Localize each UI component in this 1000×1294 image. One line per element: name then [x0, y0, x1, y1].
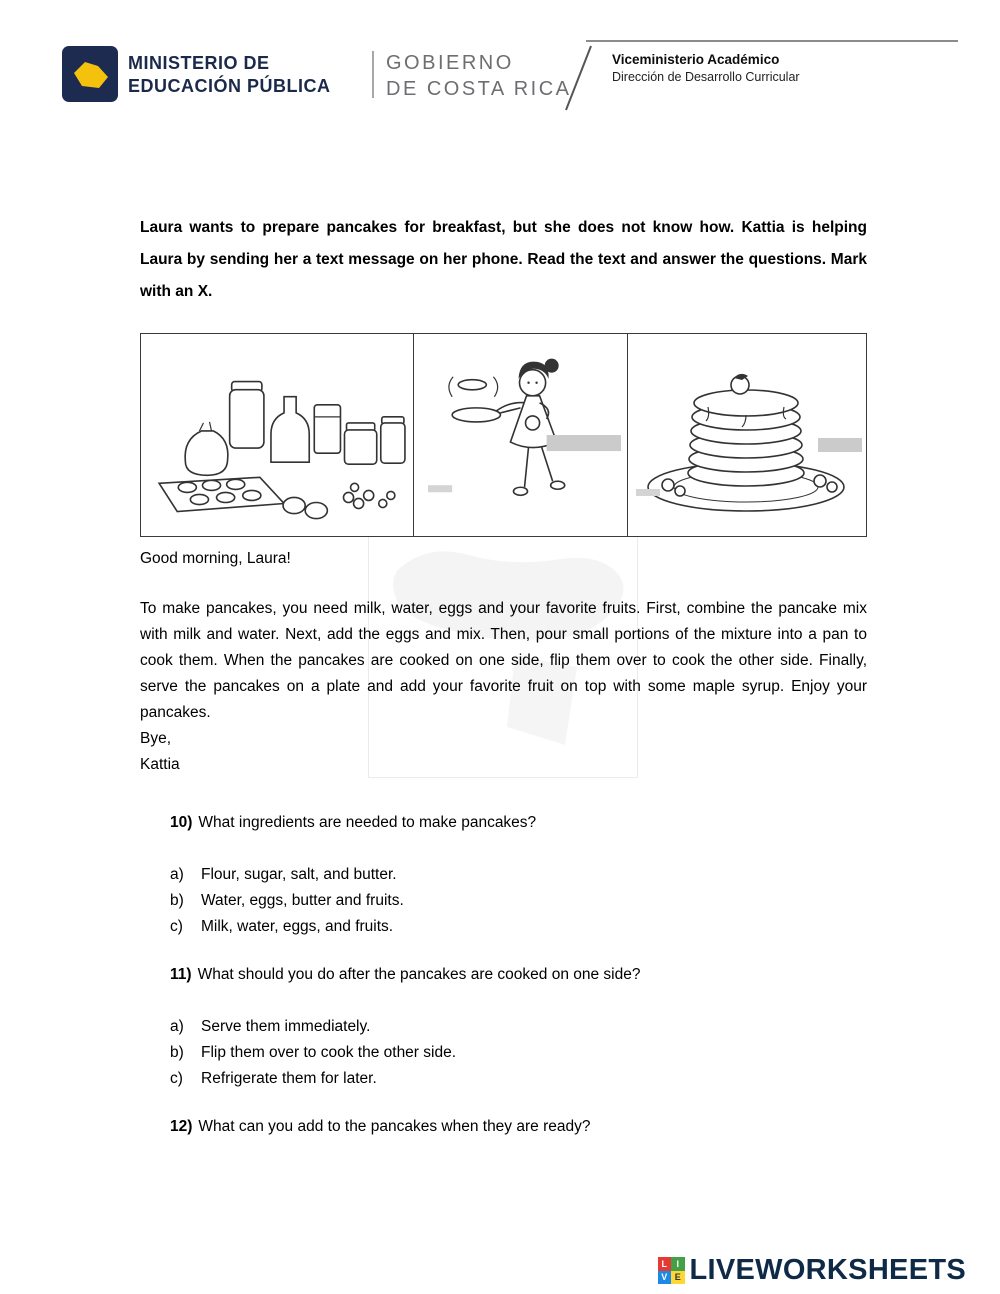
- option-letter: a): [170, 866, 184, 883]
- ministry-name: [128, 52, 331, 98]
- pancake-stack-figure: [628, 334, 866, 536]
- answer-option[interactable]: [170, 888, 870, 914]
- option-text: Serve them immediately.: [201, 1018, 371, 1035]
- header-divider: [372, 51, 374, 98]
- mep-logo: [62, 46, 118, 102]
- government-name: [386, 50, 572, 102]
- figure-strip: [140, 333, 867, 537]
- option-text: Water, eggs, butter and fruits.: [201, 892, 404, 909]
- option-text: Flip them over to cook the other side.: [201, 1044, 457, 1061]
- answer-option[interactable]: [170, 1040, 870, 1066]
- answer-option[interactable]: [170, 1066, 870, 1092]
- logo-quadrant: V: [658, 1271, 672, 1285]
- pancake-stack-icon: [628, 334, 866, 536]
- government-line2: DE COSTA RICA: [386, 78, 572, 100]
- option-text: Flour, sugar, salt, and butter.: [201, 866, 397, 883]
- department-subtitle: Dirección de Desarrollo Curricular: [612, 70, 800, 84]
- message-signature: Kattia: [140, 756, 180, 773]
- liveworksheets-brand[interactable]: [658, 1254, 967, 1287]
- answer-option[interactable]: [170, 862, 870, 888]
- answer-option[interactable]: [170, 1014, 870, 1040]
- question-number: 10): [170, 814, 193, 831]
- department-block: [612, 52, 800, 84]
- logo-quadrant: L: [658, 1257, 672, 1271]
- option-text: Refrigerate them for later.: [201, 1070, 377, 1087]
- message-body: To make pancakes, you need milk, water, eggs and your favorite fruits. First, combine the pancake mix with milk and water. Next, add the eggs and mix. Then, pour small portions of the mixture into a pan to cook them. When the pancakes are cooked on one side, flip them over to cook the other side. Finally, serve the pancakes on a plate and add your favorite fruit on top with some maple syrup. Enjoy your pancakes.: [140, 600, 867, 721]
- message-block: [140, 546, 867, 778]
- question-options: [170, 862, 870, 940]
- option-letter: c): [170, 1070, 183, 1087]
- ministry-line1: MINISTERIO DE: [128, 53, 270, 73]
- question-title: [170, 962, 870, 988]
- answer-option[interactable]: [170, 914, 870, 940]
- government-line1: GOBIERNO: [386, 52, 514, 74]
- woman-cooking-icon: [414, 334, 627, 536]
- question-title: [170, 1114, 870, 1140]
- question-text: What can you add to the pancakes when they are ready?: [198, 1118, 591, 1135]
- slash-divider: [558, 42, 598, 114]
- option-text: Milk, water, eggs, and fruits.: [201, 918, 394, 935]
- questions-section: [170, 810, 870, 1140]
- question-text: What ingredients are needed to make pancakes?: [198, 814, 537, 831]
- message-greeting: Good morning, Laura!: [140, 550, 291, 567]
- instructions-text: Laura wants to prepare pancakes for breakfast, but she does not know how. Kattia is helping Laura by sending her a text message on her phone. Read the text and answer the questions. Mark with an X.: [140, 219, 867, 300]
- question-10: [170, 810, 870, 940]
- logo-quadrant: I: [671, 1257, 685, 1271]
- liveworksheets-logo-icon: [658, 1257, 685, 1284]
- logo-quadrant: E: [671, 1271, 685, 1285]
- option-letter: a): [170, 1018, 184, 1035]
- header-rule: [586, 40, 958, 42]
- question-title: [170, 810, 870, 836]
- department-title: Viceministerio Académico: [612, 52, 780, 67]
- woman-cooking-figure: [414, 334, 628, 536]
- ingredients-figure: [141, 334, 414, 536]
- message-closing: Bye,: [140, 730, 172, 747]
- question-options: [170, 1014, 870, 1092]
- question-text: What should you do after the pancakes are cooked on one side?: [197, 966, 641, 983]
- question-number: 11): [170, 966, 192, 983]
- question-12: [170, 1114, 870, 1140]
- question-11: [170, 962, 870, 1092]
- costa-rica-map-icon: [65, 49, 115, 99]
- ministry-line2: EDUCACIÓN PÚBLICA: [128, 76, 331, 96]
- option-letter: b): [170, 892, 184, 909]
- liveworksheets-wordmark: LIVEWORKSHEETS: [689, 1254, 966, 1286]
- pancake-ingredients-icon: [141, 334, 413, 536]
- option-letter: c): [170, 918, 183, 935]
- question-number: 12): [170, 1118, 193, 1135]
- option-letter: b): [170, 1044, 184, 1061]
